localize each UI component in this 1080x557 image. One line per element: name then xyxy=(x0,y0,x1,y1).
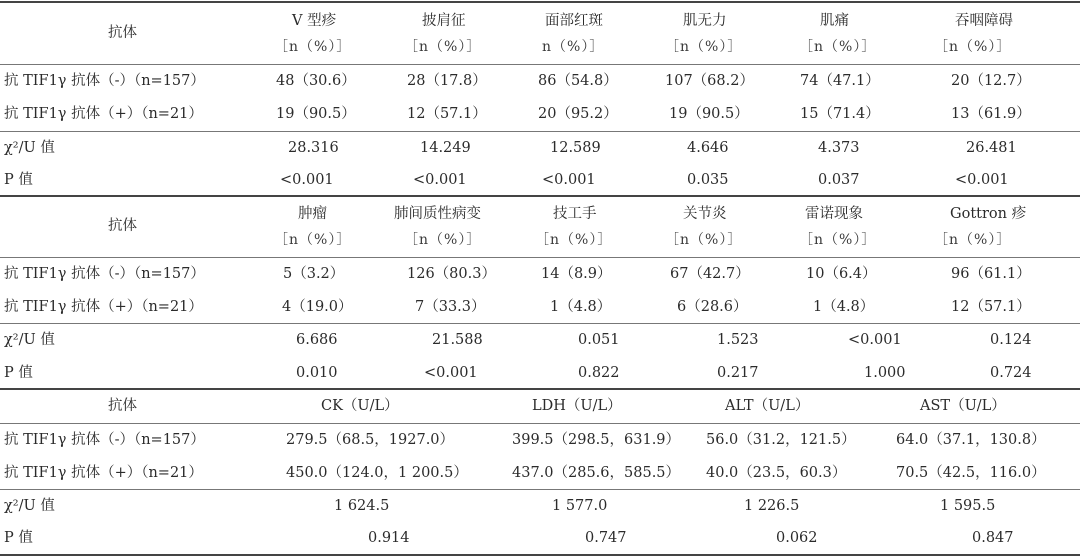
table2-cell: 0.822 xyxy=(578,365,620,381)
table2-cell: 0.051 xyxy=(578,332,620,348)
table2-col-header: 肿瘤 xyxy=(298,206,327,222)
table1-cell: 14.249 xyxy=(420,140,471,156)
table3-cell: 0.747 xyxy=(585,530,627,546)
table3-col-header: AST（U/L） xyxy=(920,398,1006,414)
table2-col-header: 关节炎 xyxy=(683,206,727,222)
table2-col-header: 技工手 xyxy=(553,206,597,222)
table2-col-unit: ［n（%）］ xyxy=(535,232,613,248)
table2-cell: 1（4.8） xyxy=(813,299,875,315)
table1-col-unit: ［n（%）］ xyxy=(934,39,1012,55)
table2-cell: 6（28.6） xyxy=(677,299,748,315)
table1-col-header: 吞咽障碍 xyxy=(955,13,1013,29)
table2-cell: 67（42.7） xyxy=(670,266,750,282)
table3-cell: 279.5（68.5，1927.0） xyxy=(286,432,455,448)
table1-cell: 86（54.8） xyxy=(538,73,618,89)
table2-cell: 4（19.0） xyxy=(282,299,353,315)
table1-cell: <0.001 xyxy=(280,172,334,188)
table3-bottom-rule xyxy=(0,554,1080,556)
table2-stats-rule xyxy=(0,323,1080,324)
table2-col-header: 肺间质性病变 xyxy=(394,206,481,222)
table1-col-unit: ［n（%）］ xyxy=(665,39,743,55)
table1-col-unit: ［n（%）］ xyxy=(799,39,877,55)
table1-stats-rule xyxy=(0,131,1080,132)
table1-col-header: 面部红斑 xyxy=(545,13,603,29)
table3-cell: 1 577.0 xyxy=(552,498,608,514)
table3-row-label: χ²/U 值 xyxy=(4,498,55,514)
table1-cell: <0.001 xyxy=(542,172,596,188)
table1-cell: 20（95.2） xyxy=(538,106,618,122)
table1-cell: 0.035 xyxy=(687,172,729,188)
table3-col-header: ALT（U/L） xyxy=(725,398,810,414)
table1-header-rule xyxy=(0,64,1080,65)
table3-top-rule xyxy=(0,388,1080,390)
table1-cell: 26.481 xyxy=(966,140,1017,156)
table2-cell: 6.686 xyxy=(296,332,338,348)
table2-row-label: χ²/U 值 xyxy=(4,332,55,348)
table1-cell: 15（71.4） xyxy=(800,106,880,122)
table2-col-header: 雷诺现象 xyxy=(805,206,863,222)
table3-header-label: 抗体 xyxy=(108,398,137,414)
table3-header-rule xyxy=(0,423,1080,424)
table3-cell: 0.847 xyxy=(972,530,1014,546)
table1-col-header: 披肩征 xyxy=(422,13,466,29)
table2-top-rule xyxy=(0,195,1080,197)
table1-col-unit: ［n（%）］ xyxy=(404,39,482,55)
table3-stats-rule xyxy=(0,489,1080,490)
table3-cell: 437.0（285.6，585.5） xyxy=(512,465,681,481)
table2-header-rule xyxy=(0,257,1080,258)
table1-row-label: χ²/U 值 xyxy=(4,140,55,156)
table2-cell: 0.010 xyxy=(296,365,338,381)
table3-row-label: 抗 TIF1γ 抗体（+）（n=21） xyxy=(4,465,203,481)
table3-row-label: 抗 TIF1γ 抗体（-）（n=157） xyxy=(4,432,205,448)
table1-cell: 12.589 xyxy=(550,140,601,156)
table2-cell: 0.724 xyxy=(990,365,1032,381)
table3-cell: 0.914 xyxy=(368,530,410,546)
table1-row-label: 抗 TIF1γ 抗体（+）（n=21） xyxy=(4,106,203,122)
table3-cell: 70.5（42.5，116.0） xyxy=(896,465,1046,481)
table1-col-header: 肌无力 xyxy=(683,13,727,29)
table2-row-label: 抗 TIF1γ 抗体（-）（n=157） xyxy=(4,266,205,282)
table3-cell: 1 595.5 xyxy=(940,498,996,514)
table2-cell: 21.588 xyxy=(432,332,483,348)
table2-cell: <0.001 xyxy=(848,332,902,348)
table2-cell: 14（8.9） xyxy=(541,266,612,282)
table1-cell: <0.001 xyxy=(955,172,1009,188)
table1-cell: 12（57.1） xyxy=(407,106,487,122)
table1-cell: 19（90.5） xyxy=(669,106,749,122)
table3-col-header: LDH（U/L） xyxy=(532,398,622,414)
table2-cell: 0.217 xyxy=(717,365,759,381)
table2-col-unit: ［n（%）］ xyxy=(934,232,1012,248)
table2-cell: 1.523 xyxy=(717,332,759,348)
table1-cell: 4.646 xyxy=(687,140,729,156)
table2-row-label: 抗 TIF1γ 抗体（+）（n=21） xyxy=(4,299,203,315)
table3-cell: 450.0（124.0，1 200.5） xyxy=(286,465,468,481)
table1-cell: 28（17.8） xyxy=(407,73,487,89)
table2-cell: 12（57.1） xyxy=(951,299,1031,315)
table1-col-unit: n（%）］ xyxy=(542,39,605,55)
table1-cell: 48（30.6） xyxy=(276,73,356,89)
table2-col-unit: ［n（%）］ xyxy=(665,232,743,248)
table3-cell: 56.0（31.2，121.5） xyxy=(706,432,856,448)
table1-row-label: 抗 TIF1γ 抗体（-）（n=157） xyxy=(4,73,205,89)
table2-cell: 10（6.4） xyxy=(806,266,877,282)
table1-cell: 19（90.5） xyxy=(276,106,356,122)
table3-col-header: CK（U/L） xyxy=(321,398,399,414)
table1-cell: 0.037 xyxy=(818,172,860,188)
table3-cell: 1 226.5 xyxy=(744,498,800,514)
table1-cell: 107（68.2） xyxy=(665,73,754,89)
table1-cell: 4.373 xyxy=(818,140,860,156)
table2-cell: 1（4.8） xyxy=(550,299,612,315)
table2-col-header: Gottron 疹 xyxy=(950,206,1027,222)
table2-cell: 7（33.3） xyxy=(415,299,486,315)
table1-top-rule xyxy=(0,1,1080,3)
table2-cell: 96（61.1） xyxy=(951,266,1031,282)
table2-cell: 5（3.2） xyxy=(283,266,345,282)
table3-cell: 399.5（298.5，631.9） xyxy=(512,432,681,448)
table1-cell: 20（12.7） xyxy=(951,73,1031,89)
table2-col-unit: ［n（%）］ xyxy=(799,232,877,248)
table2-col-unit: ［n（%）］ xyxy=(274,232,352,248)
table1-cell: 28.316 xyxy=(288,140,339,156)
table2-header-label: 抗体 xyxy=(108,218,137,234)
table2-cell: <0.001 xyxy=(424,365,478,381)
table2-col-unit: ［n（%）］ xyxy=(404,232,482,248)
table1-cell: 74（47.1） xyxy=(800,73,880,89)
table1-header-label: 抗体 xyxy=(108,25,137,41)
table2-cell: 1.000 xyxy=(864,365,906,381)
table3-cell: 40.0（23.5，60.3） xyxy=(706,465,847,481)
table2-cell: 126（80.3） xyxy=(407,266,496,282)
table1-col-unit: ［n（%）］ xyxy=(274,39,352,55)
table3-cell: 64.0（37.1，130.8） xyxy=(896,432,1046,448)
table2-row-label: P 值 xyxy=(4,365,33,381)
table1-cell: 13（61.9） xyxy=(951,106,1031,122)
table1-row-label: P 值 xyxy=(4,172,33,188)
table3-cell: 0.062 xyxy=(776,530,818,546)
table3-cell: 1 624.5 xyxy=(334,498,390,514)
table1-cell: <0.001 xyxy=(413,172,467,188)
table1-col-header: V 型疹 xyxy=(292,13,337,29)
table2-cell: 0.124 xyxy=(990,332,1032,348)
table3-row-label: P 值 xyxy=(4,530,33,546)
table1-col-header: 肌痛 xyxy=(820,13,849,29)
